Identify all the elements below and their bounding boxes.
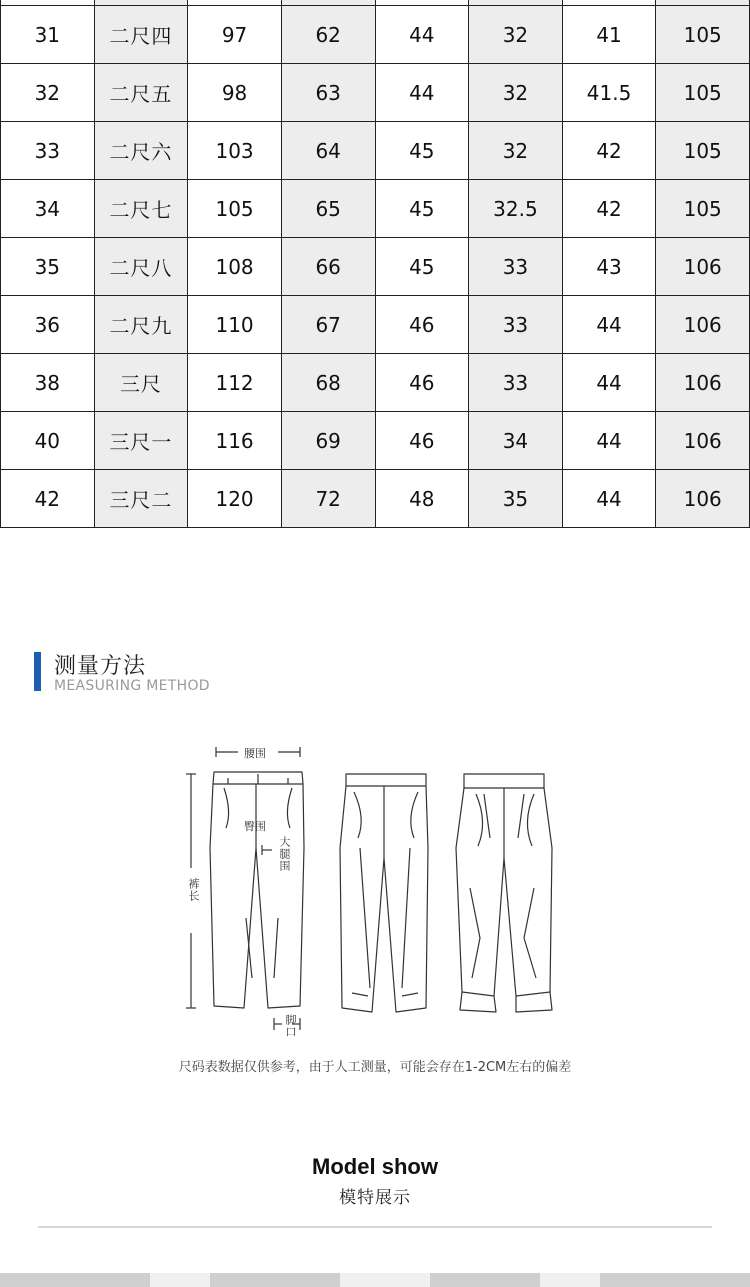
table-cell: 42: [562, 180, 656, 238]
table-cell: 32: [469, 64, 563, 122]
table-cell: 40: [1, 412, 95, 470]
table-cell: 44: [375, 64, 469, 122]
table-cell: 103: [188, 122, 282, 180]
model-show-title: Model show: [312, 1154, 438, 1179]
table-cell: 66: [281, 238, 375, 296]
table-cell: 32.5: [469, 180, 563, 238]
table-cell: 108: [188, 238, 282, 296]
table-cell: 97: [188, 6, 282, 64]
table-cell: 二尺六: [94, 122, 188, 180]
label-hem: 脚口: [284, 1014, 297, 1038]
table-cell: 二尺七: [94, 180, 188, 238]
table-row: [1, 296, 750, 354]
table-row: [1, 64, 750, 122]
label-hip: 臀围: [244, 820, 266, 833]
table-cell: 120: [188, 470, 282, 528]
model-photo-top: [0, 1273, 750, 1287]
section-subtitle: MEASURING METHOD: [54, 678, 210, 694]
table-cell: 45: [375, 122, 469, 180]
table-row: [1, 470, 750, 528]
table-row: [1, 412, 750, 470]
table-cell: 68: [281, 354, 375, 412]
table-cell: 72: [281, 470, 375, 528]
table-cell: 63: [281, 64, 375, 122]
table-cell: 43: [562, 238, 656, 296]
table-cell: 32: [469, 6, 563, 64]
label-waist: 腰围: [244, 747, 266, 760]
table-cell: 44: [562, 470, 656, 528]
table-cell: 44: [562, 296, 656, 354]
label-thigh: 大腿围: [278, 836, 291, 872]
table-cell: 105: [656, 6, 750, 64]
table-cell: 44: [562, 412, 656, 470]
table-cell: 65: [281, 180, 375, 238]
size-table: [0, 0, 750, 528]
table-cell: 105: [656, 64, 750, 122]
table-cell: 41: [562, 6, 656, 64]
table-cell: 98: [188, 64, 282, 122]
table-row: [1, 6, 750, 64]
table-cell: 110: [188, 296, 282, 354]
table-cell: 106: [656, 296, 750, 354]
table-cell: 69: [281, 412, 375, 470]
table-cell: 105: [656, 180, 750, 238]
table-cell: 48: [375, 470, 469, 528]
table-cell: 105: [188, 180, 282, 238]
table-cell: 45: [375, 238, 469, 296]
table-cell: 106: [656, 470, 750, 528]
table-cell: 41.5: [562, 64, 656, 122]
table-row: [1, 122, 750, 180]
table-cell: 33: [469, 296, 563, 354]
table-cell: 二尺八: [94, 238, 188, 296]
table-cell: 42: [1, 470, 95, 528]
table-cell: 二尺五: [94, 64, 188, 122]
model-show-subtitle: 模特展示: [339, 1188, 411, 1208]
table-cell: 三尺: [94, 354, 188, 412]
table-cell: 二尺九: [94, 296, 188, 354]
table-cell: 64: [281, 122, 375, 180]
table-cell: 34: [469, 412, 563, 470]
accent-bar: [34, 652, 41, 691]
table-row: [1, 180, 750, 238]
divider: [38, 1226, 712, 1228]
table-cell: 106: [656, 412, 750, 470]
table-cell: 116: [188, 412, 282, 470]
table-cell: 42: [562, 122, 656, 180]
table-cell: 33: [469, 354, 563, 412]
section-title: 测量方法: [54, 654, 147, 679]
table-cell: 44: [562, 354, 656, 412]
table-row: [1, 354, 750, 412]
table-cell: 38: [1, 354, 95, 412]
pants-drawings: [170, 738, 590, 1038]
table-cell: 45: [375, 180, 469, 238]
table-cell: 33: [469, 238, 563, 296]
table-cell: 33: [1, 122, 95, 180]
table-cell: 67: [281, 296, 375, 354]
table-cell: 46: [375, 412, 469, 470]
table-cell: 62: [281, 6, 375, 64]
measurement-note: 尺码表数据仅供参考，由于人工测量，可能会存在1-2CM左右的偏差: [178, 1060, 572, 1075]
pants-measure-diagram: [170, 738, 590, 1038]
table-cell: 三尺二: [94, 470, 188, 528]
table-cell: 32: [469, 122, 563, 180]
table-cell: 106: [656, 354, 750, 412]
table-cell: 106: [656, 238, 750, 296]
table-cell: 二尺四: [94, 6, 188, 64]
table-cell: 46: [375, 354, 469, 412]
table-cell: 105: [656, 122, 750, 180]
table-cell: 44: [375, 6, 469, 64]
table-cell: 31: [1, 6, 95, 64]
table-cell: 36: [1, 296, 95, 354]
table-cell: 112: [188, 354, 282, 412]
table-cell: 32: [1, 64, 95, 122]
label-length: 裤长: [187, 878, 200, 902]
table-cell: 46: [375, 296, 469, 354]
table-cell: 35: [469, 470, 563, 528]
table-cell: 三尺一: [94, 412, 188, 470]
table-cell: 35: [1, 238, 95, 296]
table-cell: 34: [1, 180, 95, 238]
table-row: [1, 238, 750, 296]
